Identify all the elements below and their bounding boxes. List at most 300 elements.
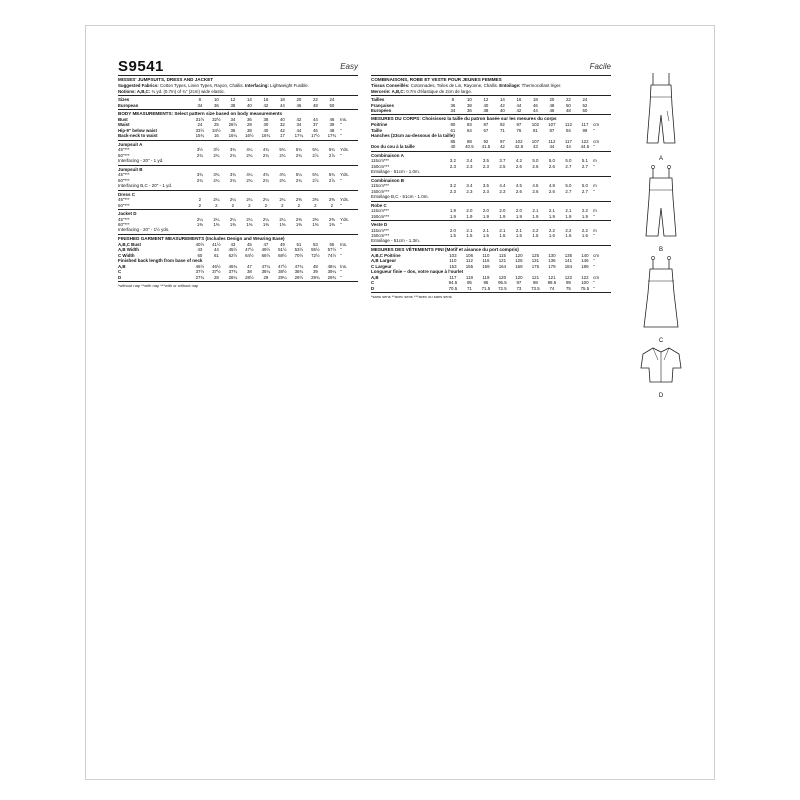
- table-cell: 18: [279, 97, 285, 103]
- table-cell: 40.5: [465, 144, 474, 150]
- table-cell: 48¼: [327, 263, 337, 269]
- table-cell: 38¾: [294, 269, 304, 275]
- table-cell: 175: [531, 263, 540, 269]
- table-cell: 2: [231, 202, 235, 208]
- table-cell: 18: [532, 97, 538, 103]
- unit-cell: ": [593, 188, 595, 194]
- table-cell: 48: [329, 127, 335, 133]
- table-cell: 34: [450, 108, 456, 113]
- table-cell: 3.4: [466, 183, 473, 189]
- interfacing-note: Entoilage B,C - 51cm - 1.0m.: [371, 194, 429, 200]
- table-cell: 37½: [212, 269, 221, 275]
- jumpsuit-a-icon: [631, 71, 691, 151]
- table-cell: 1.9: [466, 213, 473, 219]
- table-cell: 72.5: [498, 285, 507, 291]
- table-cell: 49½: [261, 247, 271, 253]
- table-cell: 2⅜: [328, 197, 335, 203]
- unit-cell: m: [593, 208, 597, 214]
- table-cell: 45½: [228, 247, 238, 253]
- unit-cell: ": [593, 258, 595, 264]
- table-cell: 64: [466, 127, 472, 133]
- table-cell: 16: [263, 97, 269, 103]
- table-cell: 112: [465, 258, 473, 264]
- table-cell: 29¾: [327, 274, 337, 280]
- table-cell: 3.2: [449, 158, 456, 164]
- table-cell: 24: [197, 122, 203, 128]
- row-label: 60"***: [118, 152, 130, 158]
- table-cell: 2: [281, 202, 284, 208]
- table-cell: 10: [466, 97, 472, 103]
- table-cell: 122: [581, 138, 589, 144]
- table-cell: 120: [515, 253, 523, 259]
- table-cell: 5.1: [581, 158, 588, 164]
- back-length-title-en: Finished back length from base of neck: [118, 258, 203, 264]
- table-cell: 2: [297, 202, 301, 208]
- table-cell: 5.0: [532, 158, 539, 164]
- divider: [371, 176, 611, 177]
- yardage-table: [118, 147, 358, 158]
- divider: [371, 114, 611, 115]
- table-cell: 1.5: [499, 233, 506, 239]
- table-cell: 32½: [212, 117, 221, 122]
- size-table-en: [118, 97, 358, 108]
- table-cell: 4.8: [548, 183, 555, 189]
- table-cell: 71: [466, 285, 472, 291]
- back-length-table-fr: [371, 275, 611, 291]
- table-cell: 37: [312, 122, 318, 128]
- table-cell: 37¾: [228, 269, 238, 275]
- table-cell: 46: [549, 108, 555, 113]
- row-label: A,B: [118, 263, 126, 269]
- table-cell: 99: [582, 127, 588, 133]
- divider: [118, 140, 358, 141]
- table-cell: 2: [198, 202, 202, 208]
- level-en: Easy: [340, 62, 358, 71]
- unit-cell: ": [340, 247, 342, 253]
- table-cell: 2¾: [246, 152, 253, 158]
- table-cell: 1.5: [482, 233, 489, 239]
- table-cell: 3.7: [499, 158, 506, 164]
- table-cell: 36: [213, 102, 219, 108]
- view-heading: Combinaison A: [371, 152, 404, 158]
- table-cell: 2.3: [449, 163, 456, 169]
- table-cell: 5¼: [295, 172, 302, 178]
- table-cell: 2⅜: [328, 216, 335, 222]
- table-cell: 118: [465, 274, 473, 280]
- table-cell: 67: [483, 127, 489, 133]
- table-cell: 4.5: [515, 183, 522, 189]
- table-cell: 2¾: [213, 177, 220, 183]
- yardage-table: [118, 172, 358, 183]
- unit-cell: ": [340, 202, 342, 208]
- table-cell: 42: [296, 117, 302, 122]
- divider: [118, 165, 358, 166]
- unit-cell: ": [340, 269, 342, 275]
- table-cell: 4.2: [515, 158, 522, 164]
- interfacing-note: Interfacing B,C - 20" - 1 yd.: [118, 183, 173, 189]
- table-cell: 4¼: [246, 147, 253, 153]
- table-cell: 47½: [245, 247, 254, 253]
- table-cell: 47: [246, 263, 252, 269]
- unit-cell: m: [593, 183, 597, 189]
- table-cell: 2.2: [565, 227, 572, 233]
- unit-cell: Ins.: [340, 263, 348, 269]
- table-cell: 1.5: [449, 233, 456, 239]
- jumpsuit-b-icon: [631, 162, 691, 242]
- yardage-row: [371, 214, 611, 219]
- unit-cell: Ins.: [340, 242, 348, 248]
- table-cell: 43: [197, 247, 203, 253]
- unit-cell: [593, 108, 611, 113]
- table-cell: 28¼: [228, 274, 238, 280]
- divider: [371, 292, 611, 293]
- table-cell: 46½: [195, 263, 205, 269]
- table-cell: 2: [314, 202, 317, 208]
- unit-cell: ": [593, 127, 595, 133]
- row-label: 150cm***: [371, 233, 390, 239]
- table-cell: 169: [515, 263, 523, 269]
- table-cell: 1.6: [548, 233, 555, 239]
- table-cell: 3½: [196, 147, 203, 153]
- table-cell: 1.9: [565, 213, 572, 219]
- table-cell: 2¾: [295, 152, 302, 158]
- table-cell: 27¾: [195, 274, 205, 280]
- table-cell: 1.9: [581, 213, 588, 219]
- table-cell: 1⅜: [213, 222, 220, 228]
- table-cell: 2.7: [581, 188, 588, 194]
- unit-cell: ": [340, 152, 342, 158]
- table-cell: 46¾: [228, 263, 238, 269]
- view-d-illustration: [631, 344, 691, 399]
- table-cell: 2.1: [532, 208, 539, 214]
- table-cell: 30: [263, 122, 269, 128]
- table-cell: 34: [296, 122, 302, 128]
- table-cell: 100: [581, 280, 589, 286]
- table-cell: 70½: [294, 252, 304, 258]
- table-cell: 33½: [195, 127, 205, 133]
- finished-title-en: FINISHED GARMENT MEASUREMENTS (Includes Design and Wearing Ease): [118, 236, 285, 242]
- table-cell: 38½: [278, 269, 287, 275]
- table-cell: 66½: [261, 252, 271, 258]
- table-cell: 20: [296, 97, 302, 103]
- table-cell: 10: [213, 97, 219, 103]
- row-label: European: [118, 102, 139, 108]
- jacket-d-icon: [631, 344, 691, 388]
- table-cell: 2.3: [499, 188, 506, 194]
- table-cell: 2.0: [482, 208, 489, 214]
- table-cell: 164: [498, 263, 507, 269]
- table-cell: 2.1: [482, 227, 489, 233]
- divider: [118, 190, 358, 191]
- table-cell: 116: [482, 258, 490, 264]
- table-cell: 1.9: [449, 208, 456, 214]
- table-cell: 136: [548, 258, 556, 264]
- table-cell: 47: [263, 242, 269, 248]
- unit-cell: ": [593, 213, 595, 219]
- header-row: [118, 58, 358, 74]
- table-cell: 2.0: [466, 208, 473, 214]
- table-cell: 17¼: [294, 133, 304, 139]
- table-cell: 5¾: [328, 172, 335, 178]
- table-cell: 12: [230, 97, 236, 103]
- table-cell: 110: [482, 253, 490, 259]
- row-label: Bust: [118, 117, 128, 122]
- table-cell: 73: [516, 285, 522, 291]
- table-cell: 40: [499, 108, 505, 113]
- table-cell: 3¾: [196, 172, 203, 178]
- french-column: [371, 58, 611, 299]
- table-cell: 48: [549, 102, 555, 108]
- table-cell: 5¾: [312, 172, 319, 178]
- hips-label-fr: Hanches (23cm au-dessous de la taille): [371, 133, 455, 139]
- row-label: 60"***: [118, 222, 130, 228]
- unit-cell: ": [340, 177, 342, 183]
- table-cell: 87: [549, 127, 555, 133]
- yardage-table: [118, 217, 358, 228]
- table-cell: 17¾: [327, 133, 337, 139]
- finished-table-fr: [371, 253, 611, 269]
- table-cell: 72½: [311, 252, 320, 258]
- table-cell: 42: [499, 144, 505, 150]
- table-cell: 141: [564, 258, 573, 264]
- table-cell: 102: [531, 122, 540, 128]
- table-cell: 16¾: [261, 133, 271, 139]
- table-cell: 14: [499, 97, 505, 103]
- table-cell: 1⅜: [262, 222, 269, 228]
- unit-cell: ": [593, 144, 595, 150]
- table-cell: 2: [264, 202, 268, 208]
- table-cell: 2.6: [548, 188, 555, 194]
- table-cell: 16: [213, 133, 219, 139]
- table-cell: 17: [279, 133, 285, 139]
- table-cell: 2.2: [532, 227, 539, 233]
- table-cell: 53½: [294, 247, 304, 253]
- table-cell: 2.1: [466, 227, 473, 233]
- table-cell: 2¾: [295, 177, 302, 183]
- table-cell: 42: [263, 102, 269, 108]
- unit-cell: ": [340, 274, 342, 280]
- table-cell: 71.5: [481, 285, 491, 291]
- view-label: A: [658, 156, 663, 162]
- table-cell: 1.9: [482, 213, 489, 219]
- table-cell: 117: [449, 274, 457, 280]
- yardage-en: [118, 142, 358, 235]
- unit-cell: Ins.: [340, 117, 348, 122]
- table-cell: 97: [516, 280, 522, 286]
- table-cell: 43: [230, 242, 236, 248]
- row-label: 45"***: [118, 147, 130, 153]
- table-cell: 75.5: [580, 285, 590, 291]
- table-cell: 50: [582, 108, 588, 113]
- table-cell: 110: [449, 258, 457, 264]
- divider: [118, 281, 358, 282]
- row-label: 45"***: [118, 172, 130, 178]
- interfacing-note: Entoilage - 51cm - 1.3m.: [371, 238, 421, 244]
- table-cell: 64½: [245, 252, 254, 258]
- table-cell: 3.5: [482, 183, 489, 189]
- table-cell: 42: [499, 102, 505, 108]
- table-cell: 40: [279, 117, 285, 122]
- table-cell: 2: [248, 202, 251, 208]
- table-cell: 16½: [245, 133, 254, 139]
- table-cell: 1⅜: [312, 222, 319, 228]
- table-cell: 140: [581, 253, 589, 259]
- table-cell: 3¾: [213, 172, 220, 178]
- row-label: D: [371, 285, 375, 291]
- row-label: 60"***: [118, 202, 130, 208]
- table-cell: 40: [483, 102, 489, 108]
- table-cell: 115: [498, 253, 506, 259]
- pattern-number: S9541: [118, 58, 164, 75]
- table-cell: 48: [312, 263, 318, 269]
- table-cell: 81: [532, 127, 538, 133]
- table-cell: 2.3: [482, 188, 489, 194]
- body-table-fr: [371, 122, 611, 133]
- table-cell: 38: [230, 102, 236, 108]
- table-cell: 44: [279, 102, 285, 108]
- table-cell: 15¾: [195, 133, 205, 139]
- dress-c-icon: [631, 253, 691, 333]
- table-cell: 2¾: [262, 177, 269, 183]
- row-label: 45"***: [118, 197, 130, 203]
- view-heading: Jacket D: [118, 211, 137, 217]
- table-cell: 32: [279, 122, 285, 128]
- table-cell: 1.5: [515, 233, 522, 239]
- table-cell: 50: [565, 102, 571, 108]
- table-cell: 29¾: [311, 274, 320, 280]
- divider: [371, 95, 611, 96]
- table-cell: 2.2: [548, 227, 555, 233]
- table-cell: 2: [330, 202, 334, 208]
- table-cell: 2.3: [482, 163, 489, 169]
- row-label: Hip-9" below waist: [118, 127, 157, 133]
- table-cell: 61: [213, 252, 219, 258]
- row-label: Waist: [118, 122, 130, 128]
- row-label: Tailles: [371, 97, 385, 103]
- unit-cell: ": [593, 263, 595, 269]
- table-cell: 44: [549, 144, 555, 150]
- unit-cell: ": [593, 163, 595, 169]
- table-cell: 38: [246, 127, 252, 133]
- table-cell: 2⅞: [328, 152, 335, 158]
- table-cell: 2¼: [196, 216, 203, 222]
- table-cell: 3.5: [482, 158, 489, 164]
- unit-cell: ": [593, 280, 595, 286]
- table-cell: 83: [466, 122, 472, 128]
- table-cell: 5¾: [279, 147, 286, 153]
- table-cell: 2.3: [466, 163, 473, 169]
- table-cell: 1⅜: [279, 222, 286, 228]
- table-cell: 96.5: [498, 280, 507, 286]
- unit-cell: Yds.: [340, 216, 349, 222]
- table-cell: 36: [450, 102, 456, 108]
- row-label: 115cm***: [371, 208, 389, 214]
- table-cell: 44: [296, 127, 302, 133]
- table-cell: 2.0: [515, 208, 522, 214]
- table-cell: 2.7: [565, 163, 572, 169]
- unit-cell: m: [593, 158, 597, 164]
- english-column: [118, 58, 358, 288]
- unit-cell: ": [593, 285, 595, 291]
- row-label: A,B: [371, 274, 379, 280]
- table-cell: 2¼: [229, 216, 236, 222]
- yardage-table: [371, 158, 611, 169]
- table-cell: 159: [482, 263, 490, 269]
- table-cell: 49: [279, 242, 285, 248]
- table-cell: 26½: [228, 122, 238, 128]
- divider: [371, 245, 611, 246]
- table-cell: 189: [581, 263, 589, 269]
- table-cell: 51½: [278, 247, 287, 253]
- table-cell: 1.9: [449, 213, 456, 219]
- table-cell: 28½: [245, 274, 254, 280]
- body-title-en: BODY MEASUREMENTS: Select pattern size based on body measurements: [118, 111, 283, 116]
- table-cell: 112: [564, 122, 572, 128]
- unit-cell: cm: [593, 138, 599, 144]
- row-label: Sizes: [118, 97, 130, 103]
- table-cell: 17½: [311, 133, 320, 139]
- row-label: A,B Width: [118, 247, 139, 253]
- table-cell: 119: [482, 274, 490, 280]
- table-cell: 1.6: [581, 233, 588, 239]
- row-label: Poitrine: [371, 122, 388, 128]
- table-cell: 2⅜: [312, 216, 319, 222]
- table-cell: 2¾: [279, 152, 286, 158]
- table-cell: 68½: [278, 252, 287, 258]
- table-cell: 16¼: [228, 133, 238, 139]
- table-cell: 135: [564, 253, 573, 259]
- table-cell: 125: [531, 253, 540, 259]
- table-cell: 74: [549, 285, 555, 291]
- table-cell: 85: [450, 138, 456, 144]
- row-label: 115cm***: [371, 183, 389, 189]
- table-cell: 47½: [278, 263, 287, 269]
- table-cell: 2¼: [279, 216, 286, 222]
- title-fr: COMBINAISONS, ROBE ET VESTE POUR JEUNES FEMMES: [371, 77, 502, 82]
- table-cell: 25: [213, 122, 219, 128]
- unit-cell: [340, 103, 358, 108]
- table-cell: 153: [449, 263, 457, 269]
- table-cell: 2⅜: [295, 197, 302, 203]
- table-cell: 46½: [212, 263, 221, 269]
- table-cell: 3½: [213, 147, 220, 153]
- table-cell: 2¼: [213, 216, 220, 222]
- table-cell: 2.0: [449, 227, 456, 233]
- table-cell: 34: [230, 117, 236, 122]
- table-cell: 44: [565, 144, 571, 150]
- yardage-table: [371, 183, 611, 194]
- table-cell: 53: [312, 242, 318, 248]
- european-row: [118, 103, 358, 108]
- fabrics-fr: Tissus Conseillés: Cotonnades, Toiles de Lin, Rayonne, Challis. Entoilage: Thermocollant léger.: [371, 83, 562, 88]
- table-cell: 2.1: [548, 208, 555, 214]
- table-cell: 38: [466, 102, 472, 108]
- table-cell: 2⅞: [328, 177, 335, 183]
- view-heading: Jumpsuit A: [118, 141, 143, 147]
- unit-cell: ": [340, 252, 342, 258]
- table-cell: 122: [581, 274, 589, 280]
- table-cell: 48: [312, 102, 318, 108]
- view-illustrations: [631, 71, 691, 399]
- table-cell: 71: [499, 127, 505, 133]
- body-table-en: [118, 117, 358, 139]
- size-table-fr: [371, 97, 611, 113]
- table-cell: 1⅜: [229, 222, 236, 228]
- table-cell: 50: [329, 102, 335, 108]
- table-cell: 62½: [228, 252, 238, 258]
- title-en: MISSES' JUMPSUITS, DRESS AND JACKET: [118, 77, 214, 82]
- row-label: Européen: [371, 108, 392, 113]
